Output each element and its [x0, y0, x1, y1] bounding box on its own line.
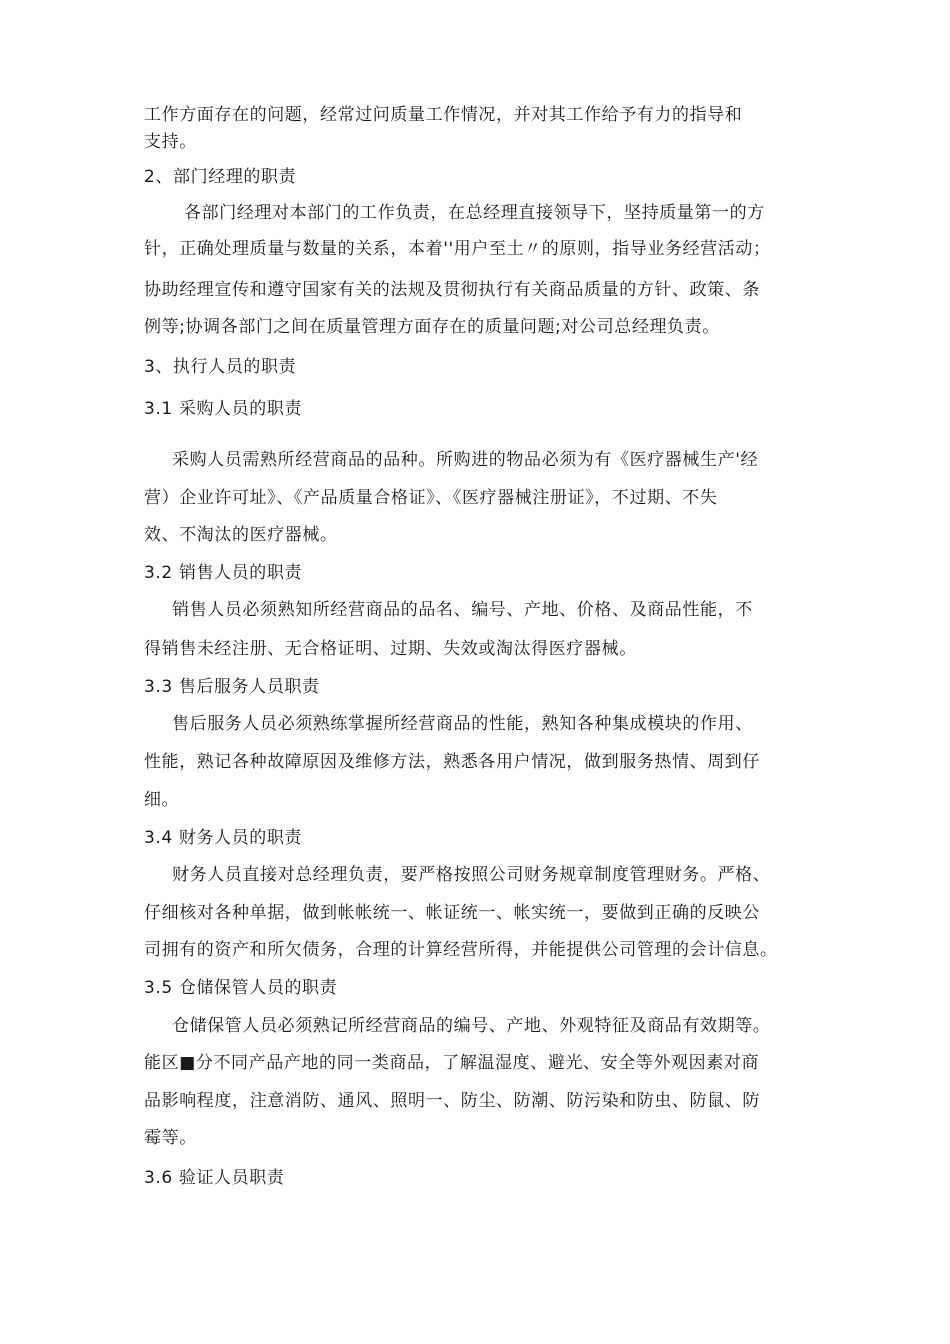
subsection-heading: 3.1 采购人员的职责 — [144, 399, 303, 419]
paragraph-line: 针，正确处理质量与数量的关系，本着''用户至土〃的原则，指导业务经营活动； — [144, 239, 771, 259]
section-heading: 2、部门经理的职责 — [144, 167, 297, 187]
paragraph-line: 财务人员直接对总经理负责，要严格按照公司财务规章制度管理财务。严格、 — [172, 865, 771, 885]
paragraph-line: 营）企业许可址》、《产品质量合格证》、《医疗器械注册证》，不过期、不失 — [144, 488, 718, 508]
paragraph-line: 细。 — [144, 790, 180, 810]
paragraph-line: 售后服务人员必须熟练掌握所经营商品的性能，熟知各种集成模块的作用、 — [172, 714, 753, 734]
section-heading: 3、执行人员的职责 — [144, 357, 297, 377]
paragraph-line: 例等;协调各部门之间在质量管理方面存在的质量问题;对公司总经理负责。 — [144, 317, 720, 337]
paragraph-line: 采购人员需熟所经营商品的品种。所购进的物品必须为有《医疗器械生产'经 — [172, 450, 759, 470]
paragraph-line: 效、不淘汰的医疗器械。 — [144, 525, 338, 545]
subsection-heading: 3.6 验证人员职责 — [144, 1168, 285, 1188]
paragraph-line: 销售人员必须熟知所经营商品的品名、编号、产地、价格、及商品性能，不 — [172, 600, 753, 620]
subsection-heading: 3.2 销售人员的职责 — [144, 563, 303, 583]
paragraph-line: 仔细核对各种单据，做到帐帐统一、帐证统一、帐实统一，要做到正确的反映公 — [144, 903, 760, 923]
paragraph-line: 各部门经理对本部门的工作负责，在总经理直接领导下，坚持质量第一的方 — [184, 203, 765, 223]
paragraph-line: 协助经理宣传和遵守国家有关的法规及贯彻执行有关商品质量的方针、政策、条 — [144, 280, 760, 300]
subsection-heading: 3.3 售后服务人员职责 — [144, 677, 320, 697]
paragraph-line: 能区■分不同产品产地的同一类商品，了解温湿度、避光、安全等外观因素对商 — [144, 1053, 760, 1073]
paragraph-line: 仓储保管人员必须熟记所经营商品的编号、产地、外观特征及商品有效期等。 — [172, 1016, 771, 1036]
paragraph-line: 工作方面存在的问题，经常过问质量工作情况，并对其工作给予有力的指导和 — [144, 105, 743, 125]
paragraph-line: 得销售未经注册、无合格证明、过期、失效或淘汰得医疗器械。 — [144, 639, 637, 659]
paragraph-line: 性能，熟记各种故障原因及维修方法，熟悉各用户情况，做到服务热情、周到仔 — [144, 752, 760, 772]
paragraph-line: 司拥有的资产和所欠债务，合理的计算经营所得，并能提供公司管理的会计信息。 — [144, 940, 778, 960]
subsection-heading: 3.5 仓储保管人员的职责 — [144, 978, 338, 998]
paragraph-line: 霉等。 — [144, 1128, 197, 1148]
paragraph-line: 支持。 — [144, 132, 197, 152]
paragraph-line: 品影响程度，注意消防、通风、照明一、防尘、防潮、防污染和防虫、防鼠、防 — [144, 1091, 760, 1111]
subsection-heading: 3.4 财务人员的职责 — [144, 828, 303, 848]
